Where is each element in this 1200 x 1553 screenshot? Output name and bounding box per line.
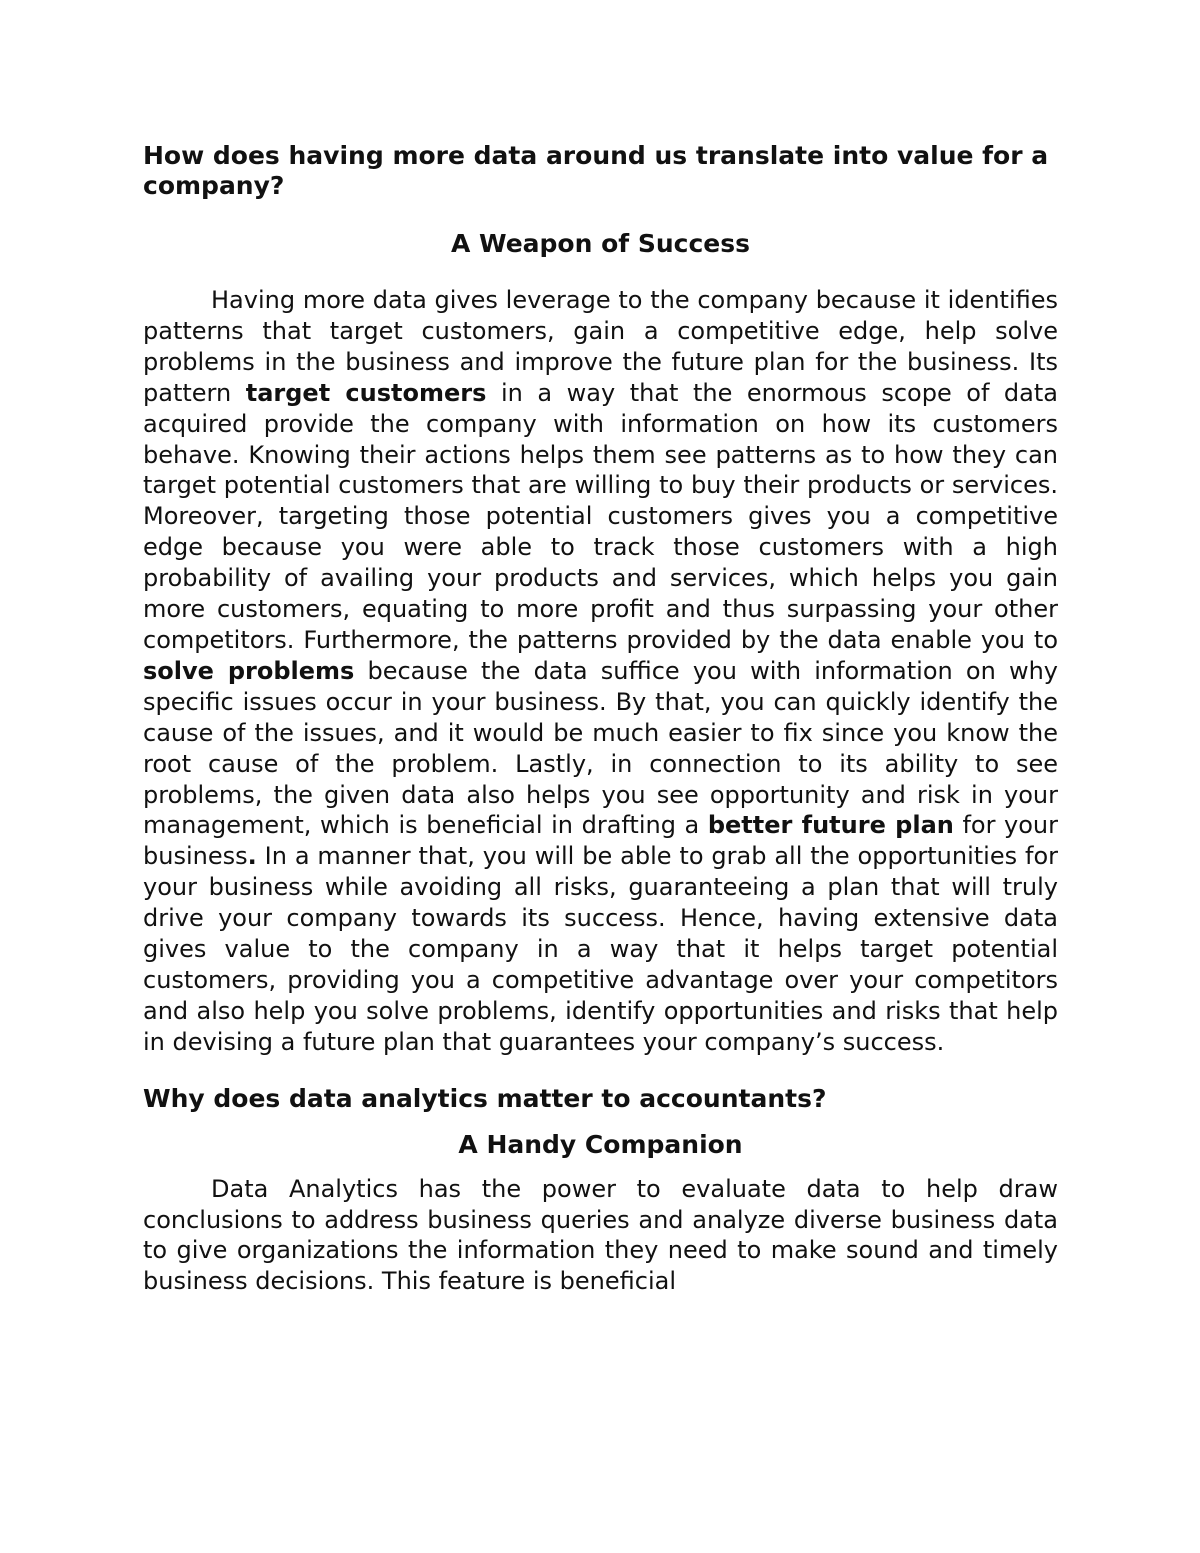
paragraph-1-bold-target-customers: target customers — [245, 378, 487, 407]
document-page — [143, 141, 1058, 1297]
paragraph-1-text-5: In a manner that, you will be able to grab all the opportunities for your business while avoiding all risks, guaranteeing a plan that will truly drive your company towards its success. Hence, having extensive data gives value to the company in a way that it helps target potential customers, providing you a competitive advantage over your competitors and also help you solve problems, identify opportunities and risks that help in devising a future plan that guarantees your company’s success. — [143, 842, 1058, 1056]
paragraph-1-text-2: in a way that the enormous scope of data acquired provide the company with information on how its customers behave. Knowing their actions helps them see patterns as to how they can target potential customers that are willing to buy their products or services. Moreover, targeting those potential customers gives you a competitive edge because you were able to track those customers with a high probability of availing your products and services, which helps you gain more customers, equating to more profit and thus surpassing your other competitors. Furthermore, the patterns provided by the data enable you to — [143, 378, 1058, 654]
body-paragraph-2: Data Analytics has the power to evaluate data to help draw conclusions to address business queries and analyze diverse business data to give organizations the information they need to make sound and timely business decisions. This feature is beneficial — [143, 1174, 1058, 1296]
paragraph-1-text-3: because the data suffice you with information on why specific issues occur in your business. By that, you can quickly identify the cause of the issues, and it would be much easier to fix since you know the root cause of the problem. Lastly, in connection to its ability to see problems, the given data also helps you see opportunity and risk in your management, which is beneficial in drafting a — [143, 656, 1058, 840]
paragraph-1-bold-solve-problems: solve problems — [143, 656, 355, 685]
paragraph-1-text-1: Having more data gives leverage to the company because it identifies patterns that target customers, gain a competitive edge, help solve problems in the business and improve the future plan for the business. Its pattern — [143, 286, 1058, 407]
paragraph-1-text-4: for your business — [143, 811, 1058, 871]
section-heading-1: A Weapon of Success — [450, 229, 751, 258]
paragraph-1-bold-period: . — [247, 842, 257, 871]
question-heading-1: How does having more data around us translate into value for a company? — [143, 141, 1049, 200]
section-heading-2: A Handy Companion — [458, 1129, 743, 1159]
body-paragraph-1 — [143, 285, 1058, 1058]
paragraph-1-bold-better-future-plan: better future plan — [707, 811, 954, 840]
question-heading-2: Why does data analytics matter to accountants? — [143, 1083, 827, 1113]
